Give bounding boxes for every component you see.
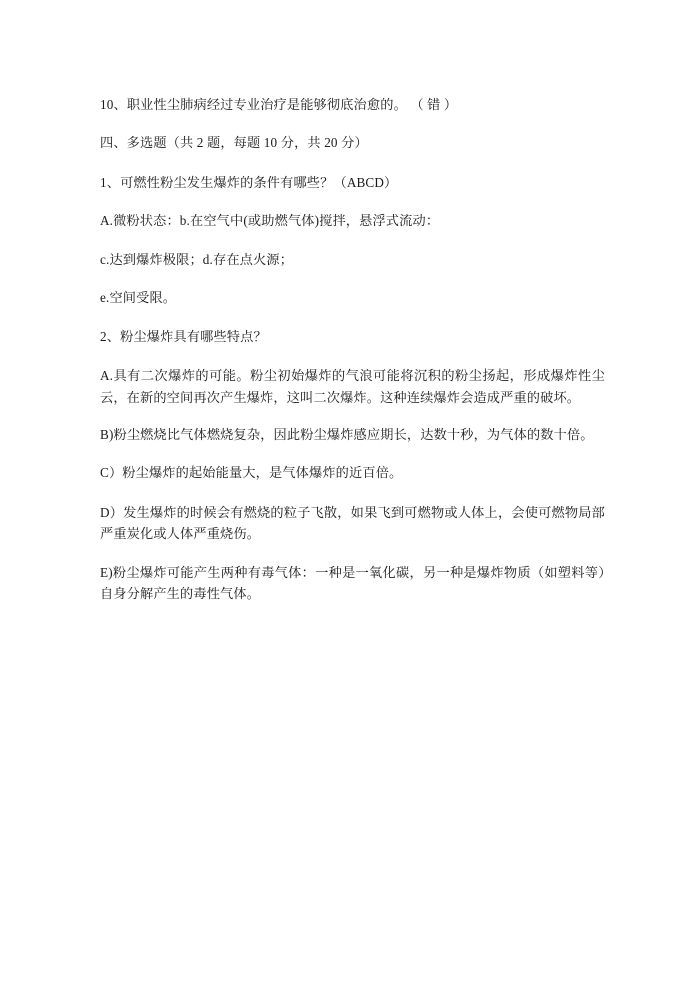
document-body <box>100 95 605 604</box>
paragraph-section-four-heading: 四、多选题（共 2 题，每题 10 分，共 20 分） <box>100 135 368 151</box>
paragraph-question-2-option-e: E)粉尘爆炸可能产生两种有毒气体：一种是一氧化碳，另一种是爆炸物质（如塑料等）自身分解产生的毒性气体。 <box>100 564 605 601</box>
paragraph-question-1-option-cd: c.达到爆炸极限；d.存在点火源； <box>100 251 294 267</box>
paragraph-question-1-stem: 1、可燃性粉尘发生爆炸的条件有哪些？（ABCD） <box>100 174 398 190</box>
paragraph-question-1-option-e: e.空间受限。 <box>100 290 177 306</box>
paragraph-question-1-option-ab: A.微粉状态：b.在空气中(或助燃气体)搅拌，悬浮式流动： <box>100 213 440 229</box>
paragraph-question-2-option-d: D）发生爆炸的时候会有燃烧的粒子飞散，如果飞到可燃物或人体上，会使可燃物局部严重炭化或人体严重烧伤。 <box>100 504 605 542</box>
paragraph-question-2-option-a: A.具有二次爆炸的可能。粉尘初始爆炸的气浪可能将沉积的粉尘扬起，形成爆炸性尘云，在新的空间再次产生爆炸，这叫二次爆炸。这种连续爆炸会造成严重的破坏。 <box>100 368 605 405</box>
paragraph-question-2-option-b: B)粉尘燃烧比气体燃烧复杂，因此粉尘爆炸感应期长，达数十秒，为气体的数十倍。 <box>100 426 594 442</box>
paragraph-item-10-truefalse: 10、职业性尘肺病经过专业治疗是能够彻底治愈的。 （ 错 ） <box>100 97 458 112</box>
paragraph-question-2-option-c: C）粉尘爆炸的起始能量大，是气体爆炸的近百倍。 <box>100 465 403 481</box>
paragraph-question-2-stem: 2、粉尘爆炸具有哪些特点？ <box>100 328 267 344</box>
